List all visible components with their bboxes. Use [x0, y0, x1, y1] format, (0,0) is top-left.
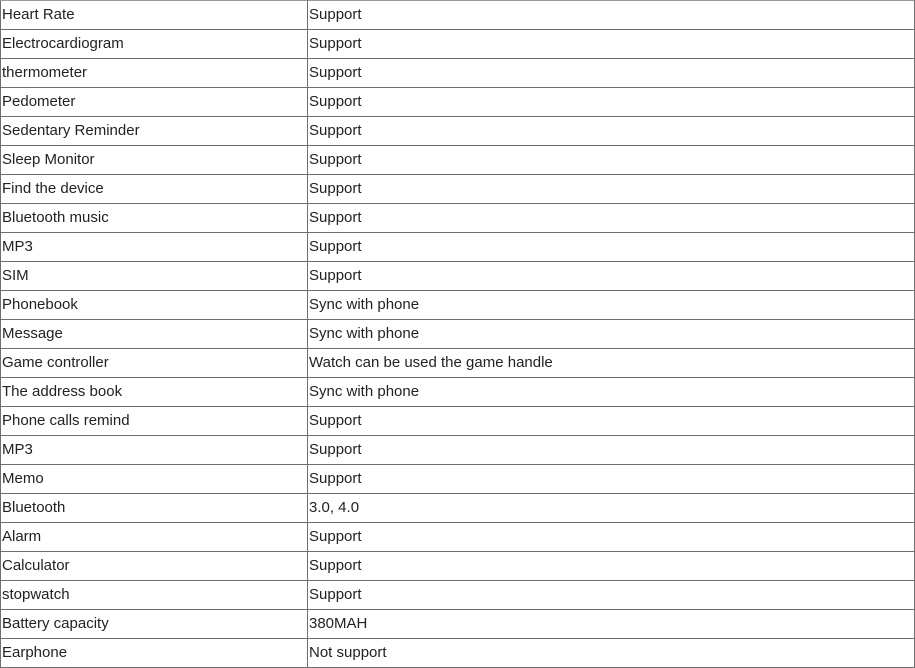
feature-cell: Bluetooth music [1, 204, 308, 233]
feature-cell: Electrocardiogram [1, 30, 308, 59]
feature-cell: Sleep Monitor [1, 146, 308, 175]
value-cell: Support [308, 436, 915, 465]
table-row [1, 233, 915, 262]
table-row [1, 349, 915, 378]
feature-cell: stopwatch [1, 581, 308, 610]
feature-cell: Heart Rate [1, 1, 308, 30]
value-cell: Watch can be used the game handle [308, 349, 915, 378]
feature-cell: The address book [1, 378, 308, 407]
table-row [1, 204, 915, 233]
table-row [1, 378, 915, 407]
value-cell: Support [308, 581, 915, 610]
feature-cell: Calculator [1, 552, 308, 581]
table-row [1, 610, 915, 639]
feature-cell: Earphone [1, 639, 308, 668]
value-cell: Support [308, 204, 915, 233]
table-row [1, 320, 915, 349]
feature-cell: Alarm [1, 523, 308, 552]
feature-cell: Phonebook [1, 291, 308, 320]
value-cell: 380MAH [308, 610, 915, 639]
table-row [1, 88, 915, 117]
table-row [1, 146, 915, 175]
spec-table-body [1, 1, 915, 668]
table-row [1, 581, 915, 610]
value-cell: Support [308, 88, 915, 117]
feature-cell: Sedentary Reminder [1, 117, 308, 146]
feature-cell: Bluetooth [1, 494, 308, 523]
value-cell: Not support [308, 639, 915, 668]
feature-cell: Message [1, 320, 308, 349]
value-cell: Support [308, 233, 915, 262]
value-cell: Support [308, 523, 915, 552]
value-cell: Support [308, 59, 915, 88]
feature-cell: thermometer [1, 59, 308, 88]
table-row [1, 291, 915, 320]
feature-cell: Memo [1, 465, 308, 494]
table-row [1, 552, 915, 581]
table-row [1, 407, 915, 436]
value-cell: Support [308, 1, 915, 30]
feature-cell: MP3 [1, 436, 308, 465]
value-cell: Support [308, 552, 915, 581]
value-cell: Support [308, 117, 915, 146]
value-cell: Support [308, 146, 915, 175]
table-row [1, 1, 915, 30]
value-cell: Support [308, 175, 915, 204]
value-cell: Support [308, 465, 915, 494]
table-row [1, 262, 915, 291]
value-cell: Support [308, 407, 915, 436]
feature-cell: MP3 [1, 233, 308, 262]
table-row [1, 465, 915, 494]
feature-cell: Phone calls remind [1, 407, 308, 436]
value-cell: Support [308, 30, 915, 59]
feature-cell: Battery capacity [1, 610, 308, 639]
table-row [1, 494, 915, 523]
table-row [1, 436, 915, 465]
table-row [1, 523, 915, 552]
table-row [1, 639, 915, 668]
value-cell: Support [308, 262, 915, 291]
value-cell: Sync with phone [308, 291, 915, 320]
feature-cell: Game controller [1, 349, 308, 378]
feature-cell: Find the device [1, 175, 308, 204]
value-cell: Sync with phone [308, 320, 915, 349]
table-row [1, 30, 915, 59]
table-row [1, 117, 915, 146]
table-row [1, 175, 915, 204]
table-row [1, 59, 915, 88]
value-cell: 3.0, 4.0 [308, 494, 915, 523]
feature-cell: SIM [1, 262, 308, 291]
value-cell: Sync with phone [308, 378, 915, 407]
feature-cell: Pedometer [1, 88, 308, 117]
